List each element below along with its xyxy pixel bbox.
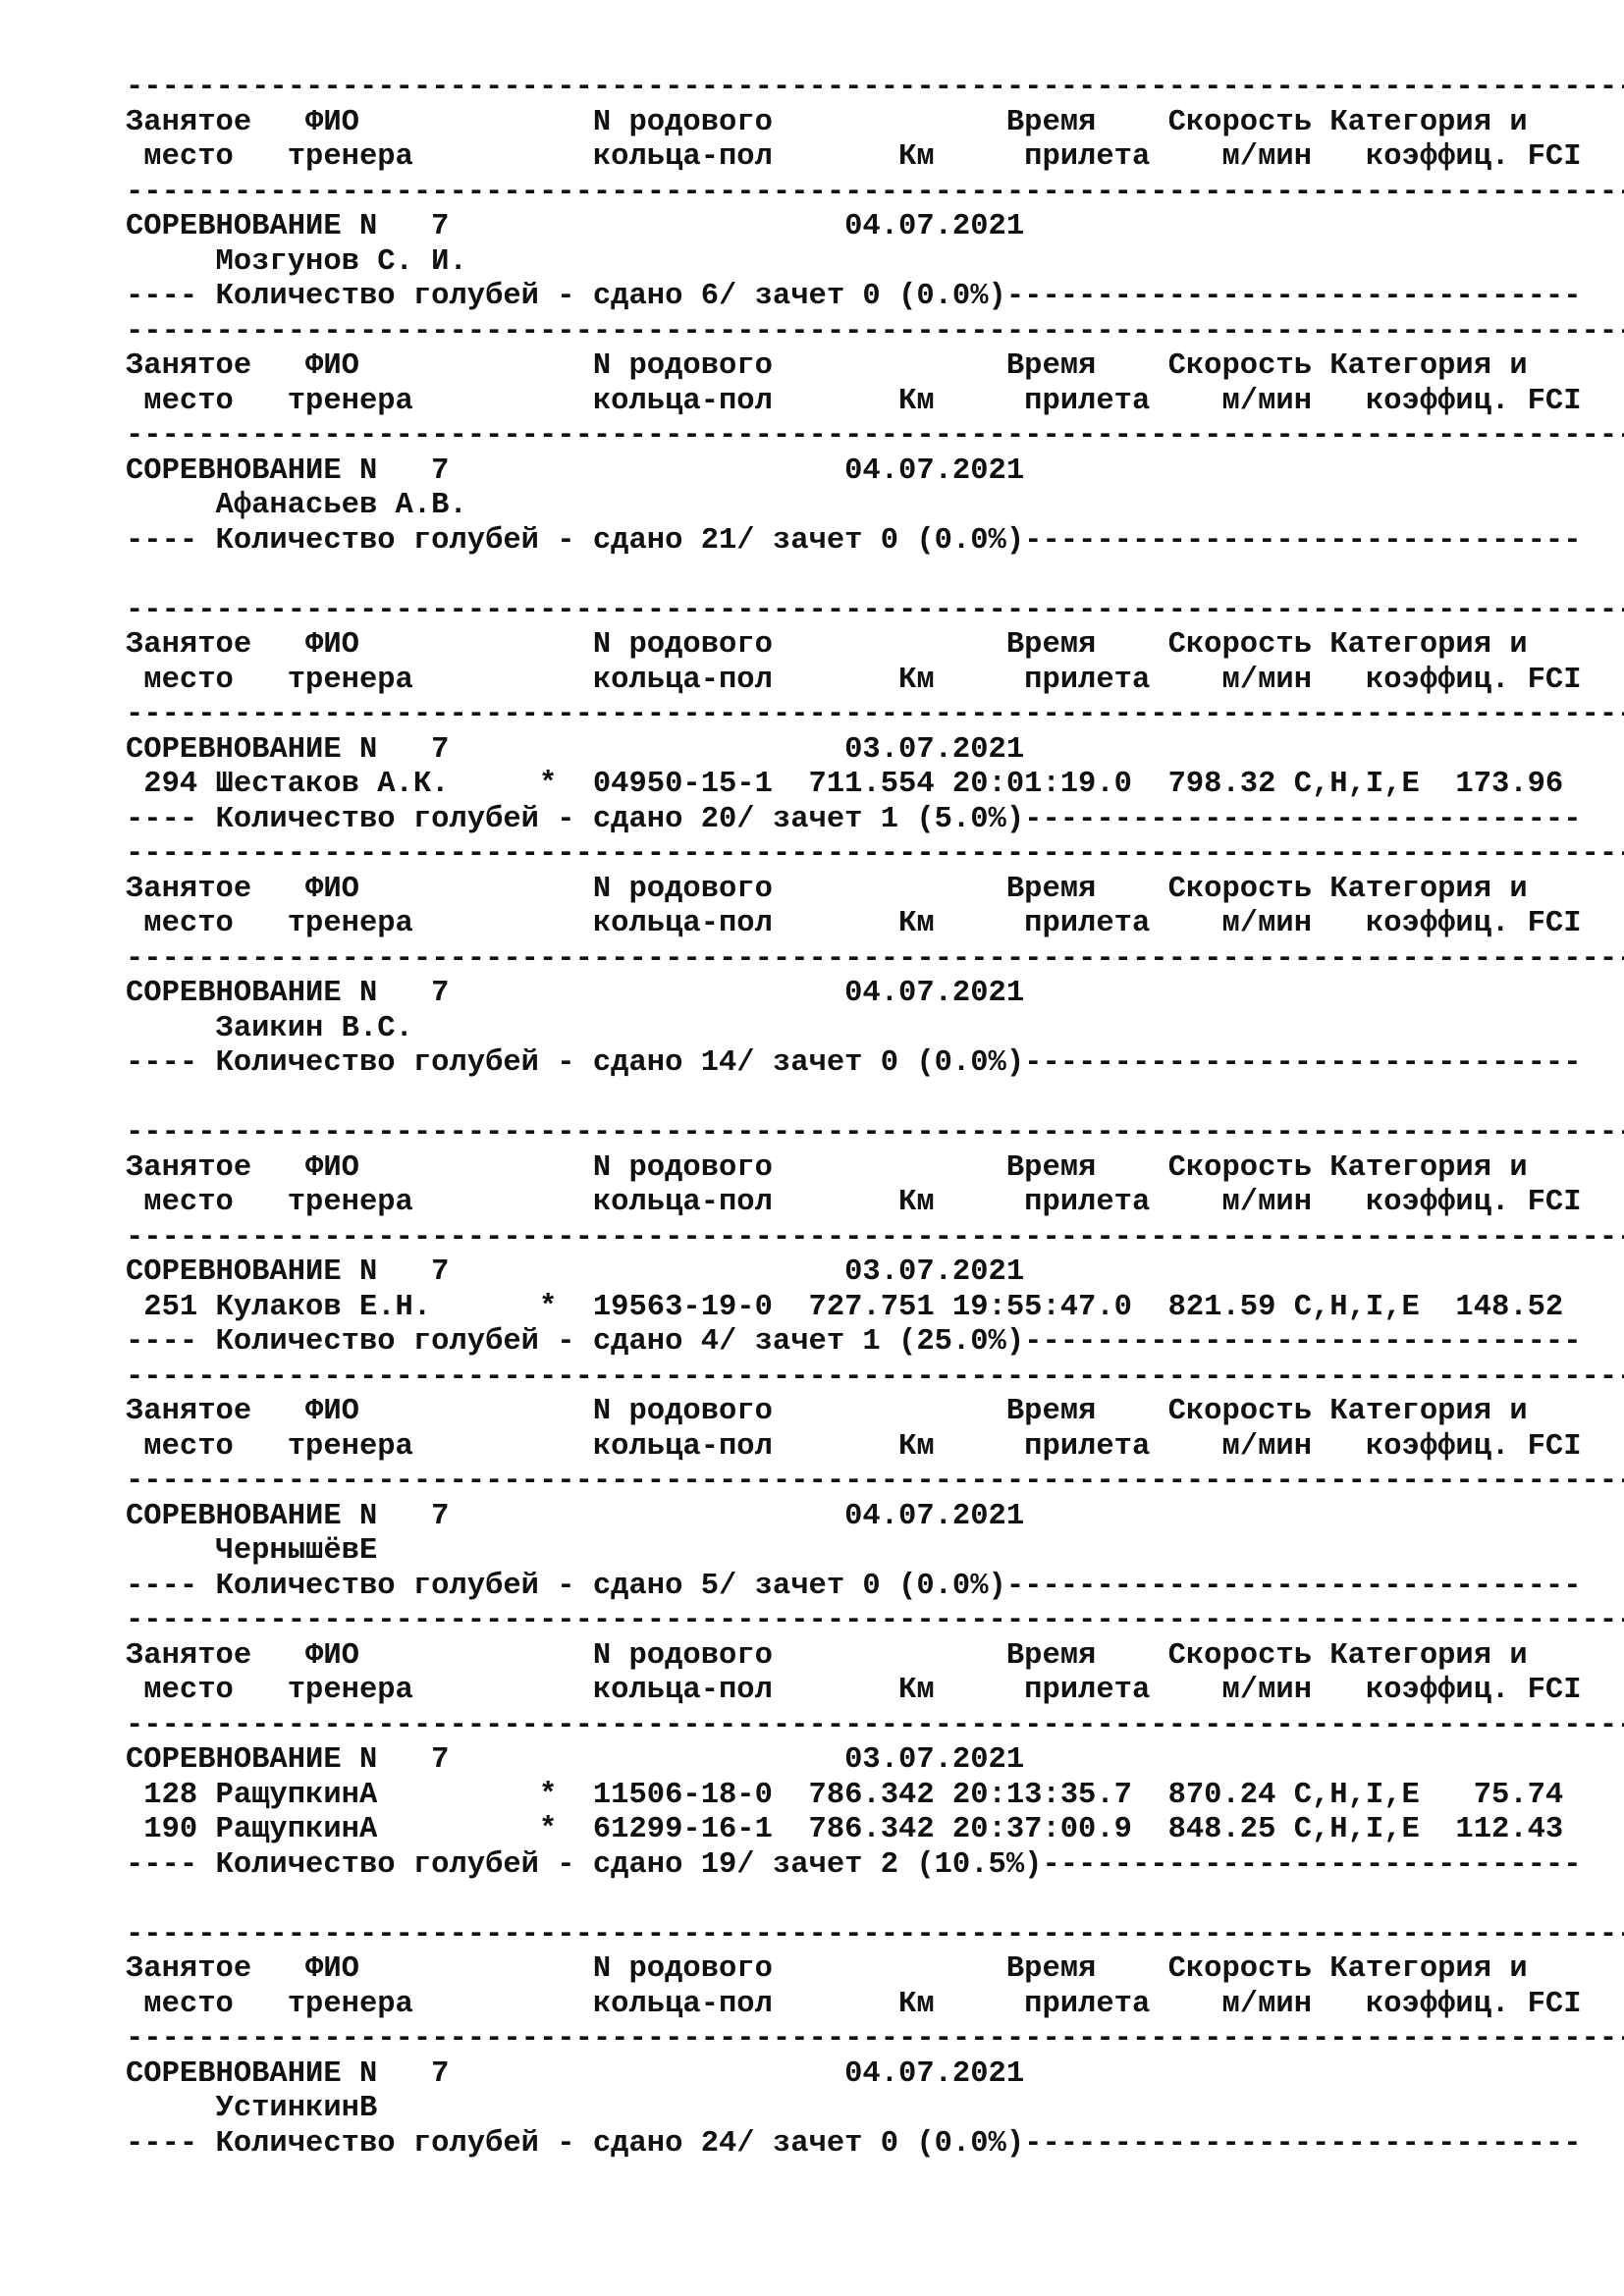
competition-title: СОРЕВНОВАНИЕ N 7 03.07.2021 [126,732,1025,767]
pigeon-count-summary: ---- Количество голубей - сдано 20/ зачет 1 (5.0%)------------------------------- [126,802,1582,836]
pigeon-count-summary: ---- Количество голубей - сдано 14/ зачет 0 (0.0%)------------------------------- [126,1046,1582,1080]
fancier-name: Мозгунов С. И. [126,244,467,279]
pigeon-count-summary: ---- Количество голубей - сдано 21/ зачет 0 (0.0%)------------------------------- [126,523,1582,558]
pigeon-count-summary: ---- Количество голубей - сдано 24/ зачет 0 (0.0%)------------------------------- [126,2126,1582,2161]
fancier-name: УстинкинВ [126,2092,378,2125]
divider-rule [126,1918,1598,1953]
results-report [126,71,1598,2162]
competition-title: СОРЕВНОВАНИЕ N 7 04.07.2021 [126,1499,1025,1533]
divider-rule [126,1709,1598,1744]
pigeon-count-summary: ---- Количество голубей - сдано 19/ зачет 2 (10.5%)------------------------------ [126,1847,1582,1882]
divider-rule [126,1221,1598,1256]
divider-rule [126,1116,1598,1151]
divider-rule [126,1361,1598,1396]
column-header-line-1: Занятое ФИО N родового Время Скорость Категория и [126,105,1528,139]
divider-rule [126,71,1598,106]
divider-rule [126,315,1598,350]
divider-rule [126,176,1598,211]
result-row: 128 РащупкинА * 11506-18-0 786.342 20:13:35.7 870.24 C,H,I,E 75.74 [126,1778,1564,1812]
divider-rule [126,837,1598,873]
competition-title: СОРЕВНОВАНИЕ N 7 03.07.2021 [126,1255,1025,1289]
blank-line [126,559,1598,594]
blank-line [126,1883,1598,1918]
column-header-line-2: место тренера кольца-пол Км прилета м/мин коэффиц. FCI [126,1674,1582,1707]
blank-line [126,1082,1598,1117]
column-header-line-2: место тренера кольца-пол Км прилета м/мин коэффиц. FCI [126,384,1582,418]
divider-rule [126,1465,1598,1500]
column-header-line-1: Занятое ФИО N родового Время Скорость Категория и [126,1638,1528,1673]
divider-rule [126,594,1598,629]
fancier-name: Афанасьев А.В. [126,489,467,522]
column-header-line-2: место тренера кольца-пол Км прилета м/мин коэффиц. FCI [126,140,1582,174]
competition-title: СОРЕВНОВАНИЕ N 7 03.07.2021 [126,1743,1025,1777]
column-header-line-2: место тренера кольца-пол Км прилета м/мин коэффиц. FCI [126,907,1582,940]
pigeon-count-summary: ---- Количество голубей - сдано 6/ зачет 0 (0.0%)-------------------------------- [126,280,1582,313]
result-row: 190 РащупкинА * 61299-16-1 786.342 20:37:00.9 848.25 C,H,I,E 112.43 [126,1813,1564,1846]
competition-title: СОРЕВНОВАНИЕ N 7 04.07.2021 [126,2056,1025,2091]
fancier-name: ЧернышёвЕ [126,1534,378,1568]
competition-title: СОРЕВНОВАНИЕ N 7 04.07.2021 [126,210,1025,243]
divider-rule [126,698,1598,733]
result-row: 251 Кулаков Е.Н. * 19563-19-0 727.751 19:55:47.0 821.59 C,H,I,E 148.52 [126,1290,1564,1324]
column-header-line-1: Занятое ФИО N родового Время Скорость Категория и [126,1150,1528,1185]
column-header-line-1: Занятое ФИО N родового Время Скорость Категория и [126,872,1528,906]
column-header-line-2: место тренера кольца-пол Км прилета м/мин коэффиц. FCI [126,1429,1582,1464]
column-header-line-1: Занятое ФИО N родового Время Скорость Категория и [126,628,1528,662]
divider-rule [126,1604,1598,1639]
fancier-name: Заикин В.С. [126,1011,413,1045]
pigeon-count-summary: ---- Количество голубей - сдано 4/ зачет 1 (25.0%)------------------------------- [126,1325,1582,1359]
divider-rule [126,942,1598,978]
pigeon-count-summary: ---- Количество голубей - сдано 5/ зачет 0 (0.0%)-------------------------------- [126,1569,1582,1603]
competition-title: СОРЕВНОВАНИЕ N 7 04.07.2021 [126,454,1025,488]
column-header-line-2: место тренера кольца-пол Км прилета м/мин коэффиц. FCI [126,1186,1582,1219]
column-header-line-1: Занятое ФИО N родового Время Скорость Категория и [126,1395,1528,1428]
divider-rule [126,419,1598,454]
result-row: 294 Шестаков А.К. * 04950-15-1 711.554 20:01:19.0 798.32 C,H,I,E 173.96 [126,768,1564,801]
divider-rule [126,2022,1598,2057]
column-header-line-2: место тренера кольца-пол Км прилета м/мин коэффиц. FCI [126,1987,1582,2021]
column-header-line-1: Занятое ФИО N родового Время Скорость Категория и [126,349,1528,383]
column-header-line-1: Занятое ФИО N родового Время Скорость Категория и [126,1952,1528,1986]
competition-title: СОРЕВНОВАНИЕ N 7 04.07.2021 [126,977,1025,1010]
column-header-line-2: место тренера кольца-пол Км прилета м/мин коэффиц. FCI [126,663,1582,697]
